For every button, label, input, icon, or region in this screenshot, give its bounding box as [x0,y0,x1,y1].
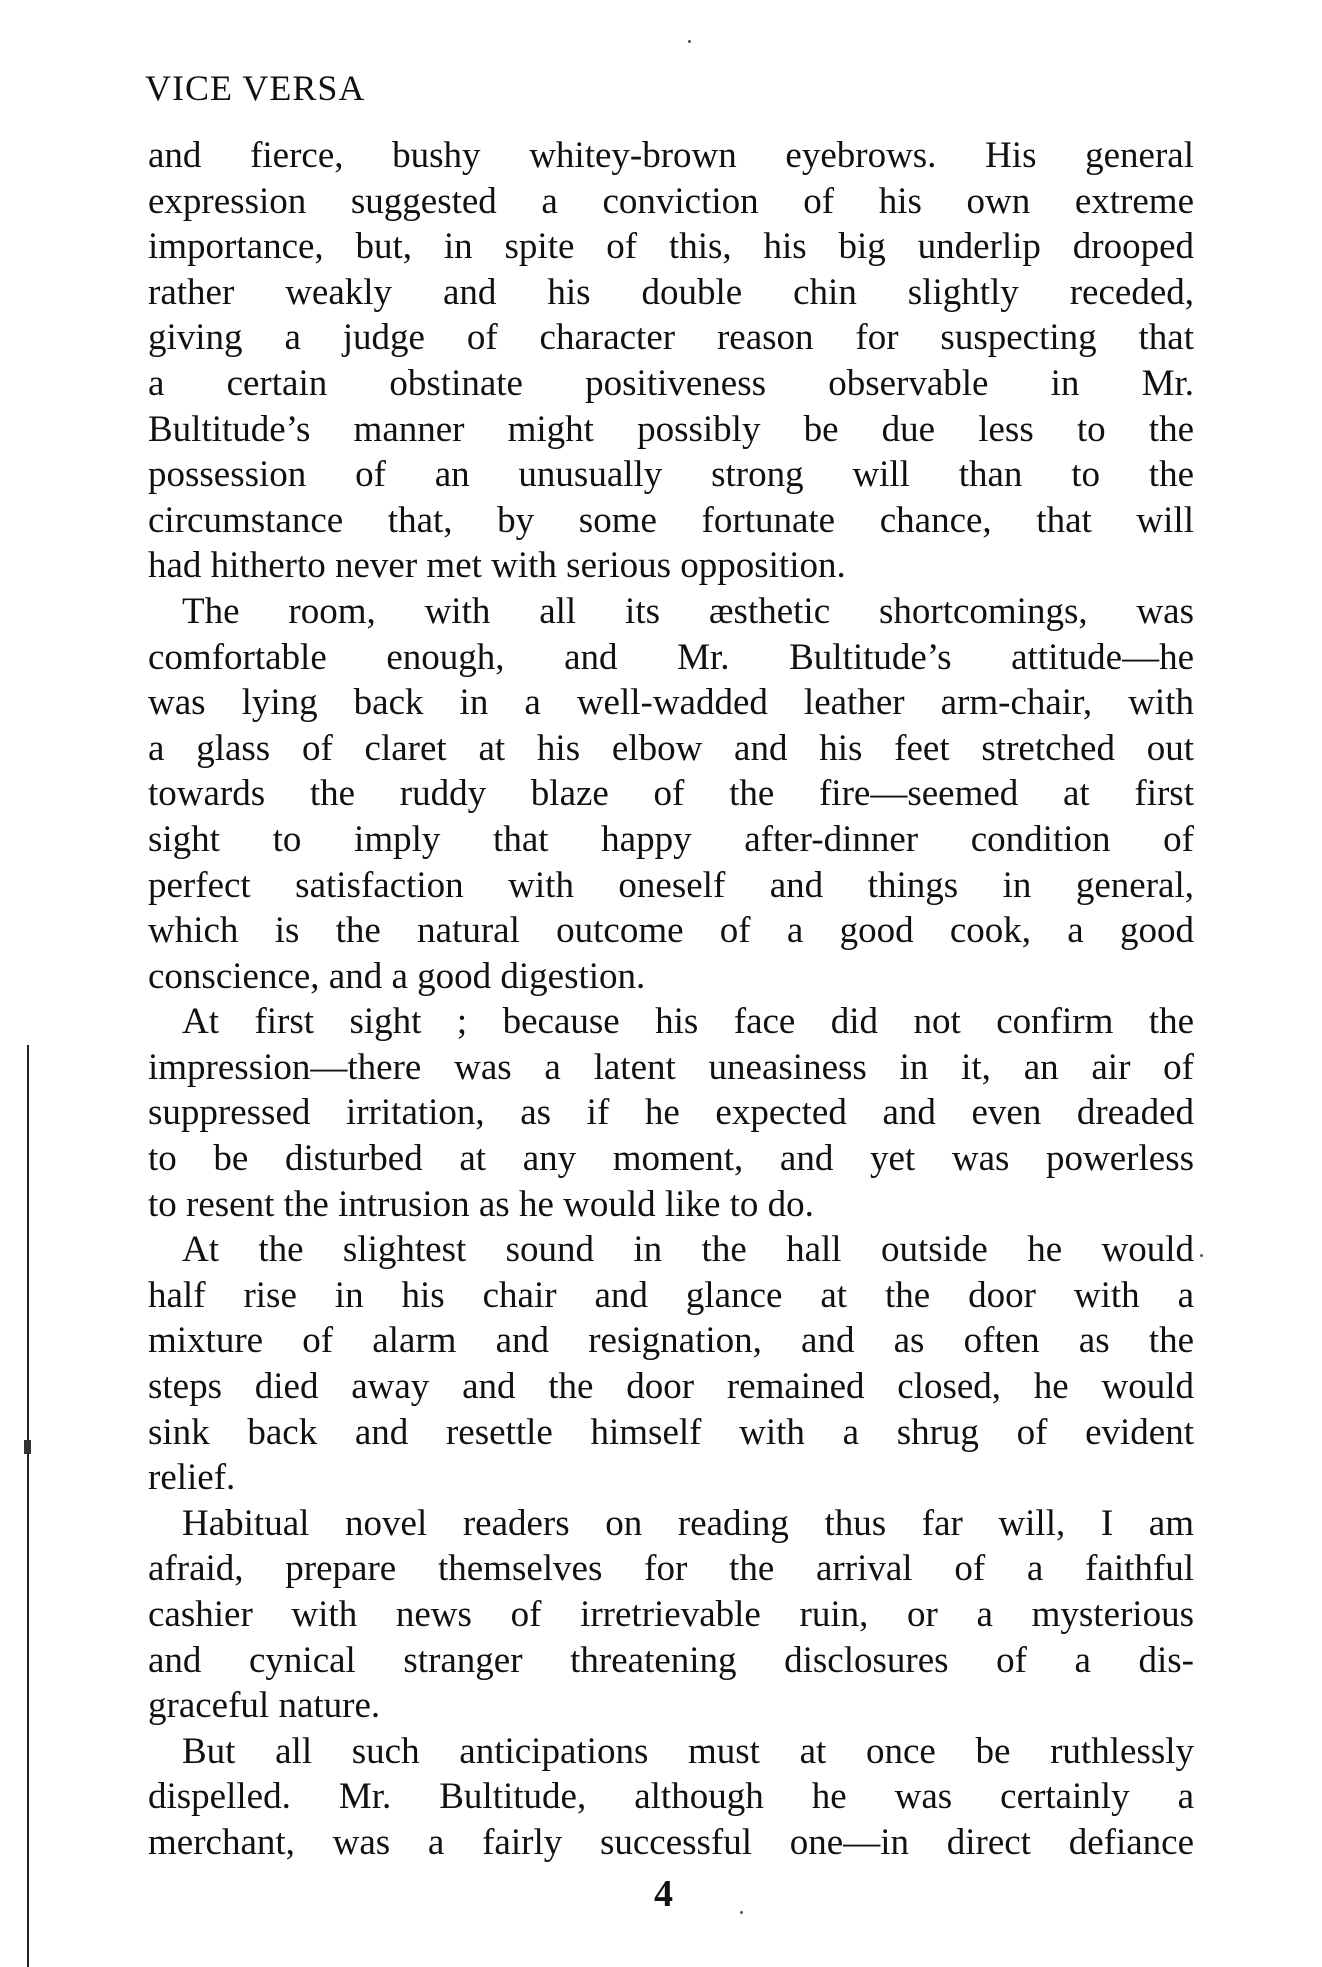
text-line: comfortable enough, and Mr. Bultitude’s attitude—he [148,636,1194,678]
running-head-title: VICE VERSA [145,68,366,108]
text-line: a glass of claret at his elbow and his feet stretched out [148,727,1194,769]
text-line: conscience, and a good digestion. [148,955,646,997]
text-line: and cynical stranger threatening disclosures of a dis- [148,1639,1194,1681]
body-text [148,133,1194,1866]
text-line: circumstance that, by some fortunate chance, that will [148,499,1194,541]
text-line: perfect satisfaction with oneself and things in general, [148,864,1194,906]
text-line: towards the ruddy blaze of the fire—seemed at first [148,773,1194,815]
text-line: mixture of alarm and resignation, and as often as the [148,1320,1194,1362]
text-line: steps died away and the door remained closed, he would [148,1366,1194,1408]
text-line: giving a judge of character reason for suspecting that [148,317,1194,359]
scan-speck [740,1911,743,1914]
text-line: to be disturbed at any moment, and yet was powerless [148,1138,1194,1180]
text-line: rather weakly and his double chin slightly receded, [148,271,1194,313]
text-line: impression—there was a latent uneasiness in it, an air of [148,1046,1194,1088]
text-line: and fierce, bushy whitey-brown eyebrows. His general [148,135,1194,176]
text-line: dispelled. Mr. Bultitude, although he was certainly a [148,1776,1194,1818]
text-line: sink back and resettle himself with a shrug of evident [148,1411,1194,1453]
text-line: At first sight ; because his face did not confirm the [182,1001,1194,1043]
text-line: suppressed irritation, as if he expected and even dreaded [148,1092,1194,1134]
text-line: cashier with news of irretrievable ruin, or a mysterious [148,1594,1194,1635]
text-line: The room, with all its æsthetic shortcomings, was [182,590,1194,632]
text-line: a certain obstinate positiveness observable in Mr. [148,362,1194,404]
text-line: possession of an unusually strong will than to the [148,454,1194,496]
scan-speck [1200,1254,1203,1257]
text-line: sight to imply that happy after-dinner condition of [148,818,1194,860]
text-line: graceful nature. [148,1685,381,1727]
text-line: importance, but, in spite of this, his big underlip drooped [148,226,1194,268]
text-line: half rise in his chair and glance at the door with a [148,1274,1194,1316]
scan-margin-mark [24,1440,31,1454]
text-line: had hitherto never met with serious opposition. [148,545,846,587]
scan-speck [688,40,691,43]
text-line: merchant, was a fairly successful one—in direct defiance [148,1821,1194,1863]
page-number: 4 [654,1873,673,1915]
text-line: to resent the intrusion as he would like to do. [148,1183,814,1225]
scan-margin-line [27,1045,29,1967]
text-line: But all such anticipations must at once be ruthlessly [182,1730,1194,1772]
text-line: was lying back in a well-wadded leather arm-chair, with [148,682,1194,724]
text-line: relief. [148,1457,236,1499]
text-line: Bultitude’s manner might possibly be due less to the [148,408,1194,450]
text-line: Habitual novel readers on reading thus far will, I am [182,1502,1194,1544]
text-line: afraid, prepare themselves for the arrival of a faithful [148,1548,1194,1590]
text-line: At the slightest sound in the hall outside he would [182,1229,1194,1271]
text-line: which is the natural outcome of a good cook, a good [148,910,1194,952]
text-line: expression suggested a conviction of his own extreme [148,180,1194,222]
